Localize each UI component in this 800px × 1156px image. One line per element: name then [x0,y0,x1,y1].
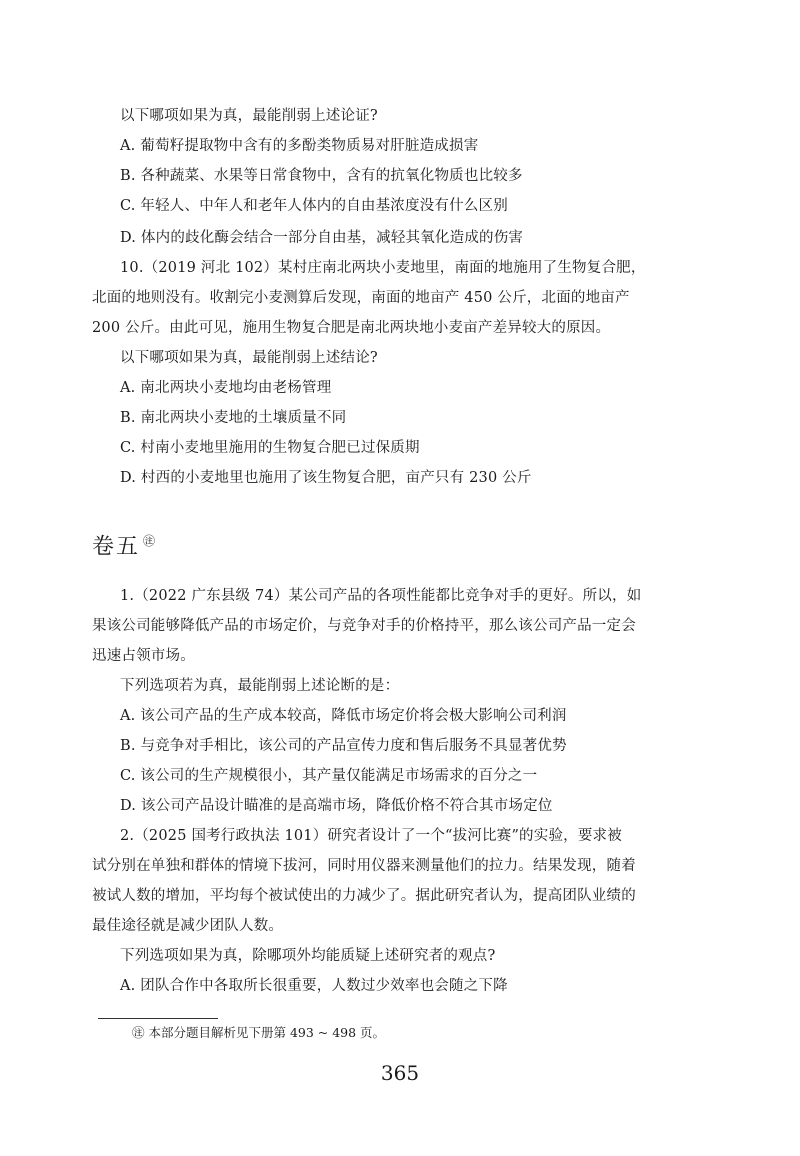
option-c: C. 年轻人、中年人和老年人体内的自由基浓度没有什么区别 [120,198,508,214]
question-1-stem-line-3: 迅速占领市场。 [92,648,195,664]
footnote-text: ㊟ 本部分题目解析见下册第 493 ~ 498 页。 [132,1025,386,1040]
option-b: B. 各种蔬菜、水果等日常食物中，含有的抗氧化物质也比较多 [120,168,523,184]
question-1-option-d: D. 该公司产品设计瞄准的是高端市场，降低价格不符合其市场定位 [120,798,553,814]
question-2-option-a: A. 团队合作中各取所长很重要，人数过少效率也会随之下降 [120,978,508,994]
question-10-stem-line-2: 北面的地则没有。收割完小麦测算后发现，南面的地亩产 450 公斤，北面的地亩产 [92,290,630,306]
question-1-prompt: 下列选项若为真，最能削弱上述论断的是： [120,678,400,694]
question-10-stem-line-1: 10.（2019 河北 102）某村庄南北两块小麦地里，南面的地施用了生物复合肥， [120,260,646,276]
footnote-mark: ㊟ [143,534,158,548]
option-d: D. 体内的歧化酶会结合一部分自由基，减轻其氧化造成的伤害 [120,230,524,246]
question-1-option-b: B. 与竞争对手相比，该公司的产品宣传力度和售后服务不具显著优势 [120,738,567,754]
question-prompt: 以下哪项如果为真，最能削弱上述论证? [120,108,378,124]
question-2-stem-line-1: 2.（2025 国考行政执法 101）研究者设计了一个“拔河比赛”的实验，要求被 [120,828,622,844]
page-number: 365 [380,1061,420,1085]
question-2-stem-line-2: 试分别在单独和群体的情境下拔河，同时用仪器来测量他们的拉力。结果发现，随着 [92,858,636,874]
question-10-stem-line-3: 200 公斤。由此可见，施用生物复合肥是南北两块地小麦亩产差异较大的原因。 [92,320,611,336]
question-10-option-c: C. 村南小麦地里施用的生物复合肥已过保质期 [120,440,420,456]
question-1-stem-line-1: 1.（2022 广东县级 74）某公司产品的各项性能都比竞争对手的更好。所以，如 [120,588,642,604]
section-title-text: 卷五 [92,534,141,560]
question-10-option-b: B. 南北两块小麦地的土壤质量不同 [120,410,347,426]
question-1-option-c: C. 该公司的生产规模很小，其产量仅能满足市场需求的百分之一 [120,768,538,784]
question-2-stem-line-3: 被试人数的增加，平均每个被试使出的力减少了。据此研究者认为，提高团队业绩的 [92,888,636,904]
option-a: A. 葡萄籽提取物中含有的多酚类物质易对肝脏造成损害 [120,138,479,154]
question-10-option-d: D. 村西的小麦地里也施用了该生物复合肥，亩产只有 230 公斤 [120,470,532,486]
footnote-divider [98,1018,218,1019]
question-1-option-a: A. 该公司产品的生产成本较高，降低市场定价将会极大影响公司利润 [120,708,567,724]
question-2-stem-line-4: 最佳途径就是减少团队人数。 [92,918,284,934]
question-2-prompt: 下列选项如果为真，除哪项外均能质疑上述研究者的观点? [120,948,496,964]
question-10-option-a: A. 南北两块小麦地均由老杨管理 [120,380,332,396]
question-1-stem-line-2: 果该公司能够降低产品的市场定价，与竞争对手的价格持平，那么该公司产品一定会 [92,618,636,634]
section-heading [92,526,157,562]
question-10-prompt: 以下哪项如果为真，最能削弱上述结论? [120,350,378,366]
